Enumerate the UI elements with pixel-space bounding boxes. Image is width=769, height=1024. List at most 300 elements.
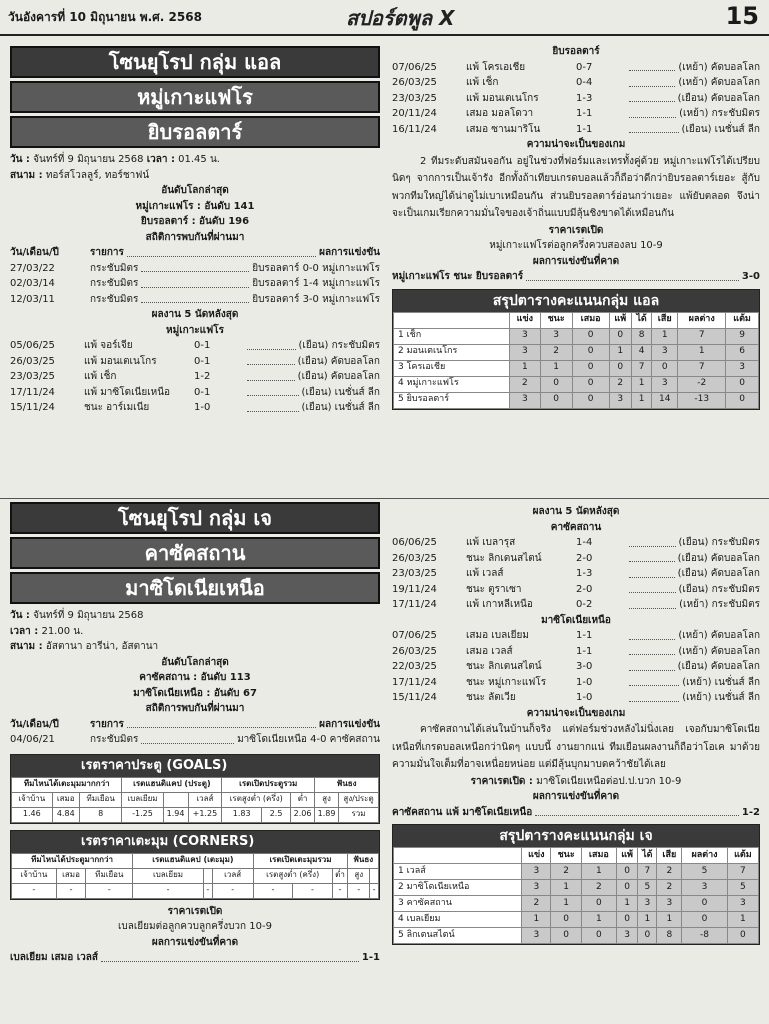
form-date: 16/11/24 — [392, 123, 437, 135]
odds-sub-label: สูง — [348, 868, 370, 883]
team-name: 3 คาซัคสถาน — [394, 896, 522, 912]
team-name: 1 เวลส์ — [394, 864, 522, 880]
odds-value: 1.94 — [163, 807, 188, 822]
odds-group-label: ทีมไหนได้เตะมุมมากกว่า — [12, 777, 122, 792]
h2h-row — [10, 276, 380, 292]
form-venue-comp: (เยือน) เนชั่นส์ ลีก — [681, 123, 760, 135]
odds-sub-label — [370, 868, 379, 883]
standings-row — [394, 328, 759, 344]
ranking-home: หมู่เกาะแฟโร : อันดับ 141 — [135, 200, 255, 212]
odds-sub-label: เบลเยียม — [122, 792, 163, 807]
page-number: 15 — [725, 2, 759, 30]
standings-cell: 7 — [727, 864, 758, 880]
standings-cell: -13 — [678, 392, 726, 408]
standings-cell: 1 — [632, 376, 652, 392]
dot-leader — [247, 369, 295, 381]
standings-cell: 6 — [726, 344, 759, 360]
odds-sub-label: ต่ำ — [332, 868, 348, 883]
form-date: 07/06/25 — [392, 630, 437, 641]
h2h-date: 27/03/22 — [10, 262, 55, 274]
standings-cell: 3 — [510, 392, 541, 408]
standings-cell: 3 — [652, 376, 678, 392]
standings-cell: 2 — [581, 880, 616, 896]
form-venue-comp: (เยือน) คัดบอลโลก — [677, 552, 760, 564]
standings-cell: 2 — [510, 376, 541, 392]
standings-cell: 7 — [678, 328, 726, 344]
form-row — [392, 675, 760, 691]
form-date: 17/11/24 — [392, 599, 437, 610]
odds-sub-label — [203, 868, 212, 883]
ranking-title: อันดับโลกล่าสุด — [161, 185, 229, 196]
form-date: 20/11/24 — [392, 108, 437, 119]
h2h-competition: กระชับมิตร — [90, 278, 139, 289]
standings-cell: 1 — [510, 360, 541, 376]
standings-cell: 0 — [609, 360, 631, 376]
standings-col-header: ชนะ — [551, 848, 581, 864]
odds-value: - — [348, 883, 370, 898]
form-date: 26/03/25 — [10, 355, 55, 367]
dot-leader — [629, 582, 676, 594]
form-home-list — [10, 338, 380, 416]
standings-cell: 0 — [726, 376, 759, 392]
odds-group-label: เรตเปิดประตูรวม — [222, 777, 315, 792]
form-row — [392, 566, 760, 582]
odds-value: - — [203, 883, 212, 898]
standings-cell: 3 — [616, 928, 637, 944]
form-row — [392, 106, 760, 122]
standings-cell: 5 — [682, 864, 727, 880]
h2h-title: สถิติการพบกันที่ผ่านมา — [145, 231, 245, 243]
standings-cell: 3 — [510, 328, 541, 344]
odds-value: 1.89 — [315, 807, 339, 822]
standings-row — [394, 880, 759, 896]
dot-leader — [629, 644, 675, 656]
form-row — [392, 597, 760, 613]
standings-cell: 0 — [572, 376, 609, 392]
standings-cell: 3 — [522, 880, 551, 896]
form-venue-comp: (เยือน) เนชั่นส์ ลีก — [301, 386, 380, 398]
form-score: 1-1 — [576, 630, 593, 641]
standings-cell: 1 — [678, 344, 726, 360]
dot-leader — [629, 628, 675, 640]
odds-sub-label — [163, 792, 188, 807]
standings-cell: 3 — [609, 392, 631, 408]
form-score: 2-0 — [576, 583, 593, 595]
standings-cell: 1 — [616, 896, 637, 912]
h2h-row — [10, 261, 380, 277]
standings-cell: 1 — [581, 864, 616, 880]
odds-group-label: เรตเปิดเตะมุมรวม — [253, 853, 348, 868]
odds-value: 1.83 — [222, 807, 262, 822]
form-score: 1-1 — [576, 123, 593, 135]
odds-value: - — [56, 883, 86, 898]
form-opponent: เสมอ ซานมาริโน — [466, 123, 541, 135]
h2h-list — [10, 732, 380, 748]
standings-col-header: แข่ง — [522, 848, 551, 864]
standings-col-header: ได้ — [632, 312, 652, 328]
odds-sub-label: เวลส์ — [212, 868, 253, 883]
team-name: 2 มอนเตเนโกร — [394, 344, 510, 360]
odds-value: - — [370, 883, 379, 898]
match1-analysis — [392, 44, 760, 410]
form-venue-comp: (เยือน) คัดบอลโลก — [677, 568, 760, 579]
home-team-banner: คาซัคสถาน — [10, 537, 380, 569]
dot-leader — [247, 338, 296, 350]
standings-row — [394, 864, 759, 880]
form-score: 0-2 — [576, 599, 593, 610]
chance-title: ความน่าจะเป็นของเกม — [526, 707, 626, 719]
standings-cell: 3 — [522, 928, 551, 944]
standings-col-header: ผลต่าง — [678, 312, 726, 328]
form-date: 23/03/25 — [392, 92, 437, 104]
form-row — [10, 385, 380, 401]
standings-col-header: แพ้ — [616, 848, 637, 864]
form-row — [10, 400, 380, 416]
form-row — [392, 628, 760, 644]
standings-cell: 0 — [682, 912, 727, 928]
standings-cell: 7 — [678, 360, 726, 376]
dot-leader — [629, 122, 679, 134]
group-standings-table — [392, 289, 760, 410]
form-home-title: คาซัคสถาน — [550, 521, 602, 533]
form-opponent: ชนะ ลิกเตนสไตน์ — [466, 552, 542, 564]
form-date: 07/06/25 — [392, 61, 437, 73]
home-team-banner: หมู่เกาะแฟโร — [10, 81, 380, 113]
price-text: หมู่เกาะแฟโรต่อลูกครึ่งควบสองลบ 10-9 — [489, 240, 663, 251]
odds-sub-header — [12, 792, 379, 807]
odds-sub-label: ทีมเยือน — [86, 868, 133, 883]
standings-col-header — [394, 312, 510, 328]
form-score: 1-2 — [194, 371, 211, 382]
odds-value: - — [133, 883, 204, 898]
odds-values-row — [12, 883, 379, 898]
odds-value: - — [86, 883, 133, 898]
standings-row — [394, 392, 759, 408]
odds-sub-label: เวลส์ — [188, 792, 222, 807]
corners-odds-title: เรตราคาเตะมุม (CORNERS) — [11, 831, 379, 853]
standings-col-header: เสีย — [657, 848, 682, 864]
form-row — [392, 582, 760, 598]
odds-sub-label: เสมอ — [56, 868, 86, 883]
form-opponent: แพ้ โครเอเชีย — [466, 61, 526, 73]
group-standings-table — [392, 824, 760, 945]
standings-col-header: ได้ — [638, 848, 657, 864]
ranking-home: คาซัคสถาน : อันดับ 113 — [139, 672, 251, 683]
standings-cell: 0 — [609, 328, 631, 344]
dot-leader — [629, 690, 679, 702]
form-row — [392, 122, 760, 138]
form-away-title: มาซิโดเนียเหนือ — [541, 614, 611, 626]
odds-value: 1.46 — [12, 807, 53, 822]
prediction-title: ผลการแข่งขันที่คาด — [532, 791, 620, 802]
standings-cell: 0 — [727, 928, 758, 944]
standings-cell: 2 — [551, 864, 581, 880]
standings-cell: 0 — [551, 912, 581, 928]
odds-value: - — [212, 883, 253, 898]
form-opponent: แพ้ มอนเตเนโกร — [84, 355, 157, 367]
standings-cell: 1 — [727, 912, 758, 928]
odds-sub-label: เจ้าบ้าน — [12, 792, 53, 807]
form-date: 26/03/25 — [392, 552, 437, 564]
dot-leader — [247, 385, 299, 397]
standings-cell: 0 — [581, 928, 616, 944]
form-row — [10, 354, 380, 370]
standings-cell: 1 — [581, 912, 616, 928]
form-date: 23/03/25 — [10, 371, 55, 382]
standings-cell: 3 — [510, 344, 541, 360]
form-score: 1-3 — [576, 568, 593, 579]
standings-cell: 0 — [652, 360, 678, 376]
match1-info — [10, 46, 380, 416]
prediction-title: ผลการแข่งขันที่คาด — [532, 255, 620, 267]
standings-cell: 5 — [727, 880, 758, 896]
form-venue-comp: (เหย้า) คัดบอลโลก — [678, 61, 760, 73]
form-row — [392, 551, 760, 567]
form-opponent: แพ้ เช็ก — [466, 77, 499, 88]
belgium-prediction-title: ผลการแข่งขันที่คาด — [151, 936, 239, 948]
dot-leader — [629, 60, 675, 72]
form-row — [392, 690, 760, 706]
match-datetime: วัน : จันทร์ที่ 9 มิถุนายน 2568 เวลา : 01.45 น. — [10, 154, 220, 165]
form-opponent: ชนะ ตูราเซา — [466, 583, 522, 595]
standings-cell: 7 — [638, 864, 657, 880]
form-venue-comp: (เยือน) กระชับมิตร — [678, 537, 760, 548]
standings-cell: 7 — [632, 360, 652, 376]
standings-cell: 0 — [551, 928, 581, 944]
form-score: 1-0 — [576, 676, 593, 688]
form-score: 0-1 — [194, 340, 211, 351]
form-opponent: เสมอ เบลเยียม — [466, 630, 529, 641]
odds-sub-label: สูง/ประตู — [339, 792, 379, 807]
standings-cell: 0 — [540, 376, 572, 392]
standings-cell: 2 — [609, 376, 631, 392]
form-away-title: ยิบรอลตาร์ — [552, 46, 600, 57]
chance-text: 2 ทีมระดับสมันจอกัน อยู่ในช่วงที่ฟอร์มและเทรทั้งคู่ด้วย หมู่เกาะแฟโรได้เปรียบนิดๆ จากการเป็นเจ้ารัง อีกทั้งถ้าเทียบเกรดบอลแล้วก็ถือว่าดีกว่ายิบรอลตาร์เยอะ สู้กับพวกทีมใหญ่ได้น่าดูไม่เบาเหมือนกัน ส่วนยิบรอลตาร์อ่อนกว่าเยอะ แพ้ยับตลอด จึงน่าจะเป็นเกมเรียกความมั่นใจของเจ้าถิ่นแบบมีลุ้นชิงขาดได้เหมือนกัน — [392, 155, 760, 219]
form-opponent: แพ้ มาซิโดเนียเหนือ — [84, 386, 171, 398]
form-score: 0-1 — [194, 386, 211, 398]
standings-cell: 1 — [657, 912, 682, 928]
standings-cell: 0 — [581, 896, 616, 912]
standings-header-row — [394, 848, 759, 864]
dot-leader — [629, 675, 679, 687]
odds-group-label: ฟันธง — [315, 777, 379, 792]
standings-cell: 3 — [522, 864, 551, 880]
team-name: 5 ลิกเตนสไตน์ — [394, 928, 522, 944]
form-score: 3-0 — [576, 661, 593, 672]
form-score: 1-3 — [576, 92, 593, 104]
dot-leader — [629, 535, 676, 547]
h2h-header: วัน/เดือน/ปี รายการ ผลการแข่งขัน — [10, 718, 380, 730]
odds-value: +1.25 — [188, 807, 222, 822]
form-score: 0-7 — [576, 61, 593, 73]
ranking-away: ยิบรอลตาร์ : อันดับ 196 — [140, 216, 250, 227]
goals-odds-table — [10, 754, 380, 824]
form-venue-comp: (เหย้า) กระชับมิตร — [679, 108, 760, 119]
standings-title: สรุปตารางคะแนนกลุ่ม แอล — [393, 290, 759, 312]
h2h-list — [10, 261, 380, 308]
h2h-competition: กระชับมิตร — [90, 734, 139, 745]
standings-cell: 3 — [727, 896, 758, 912]
h2h-row — [10, 292, 380, 308]
odds-sub-label: เบลเยียม — [133, 868, 204, 883]
team-name: 5 ยิบรอลตาร์ — [394, 392, 510, 408]
standings-cell: 1 — [551, 896, 581, 912]
standings-cell: 9 — [726, 328, 759, 344]
standings-col-header: เสมอ — [581, 848, 616, 864]
standings-cell: 8 — [657, 928, 682, 944]
form-venue-comp: (เยือน) คัดบอลโลก — [297, 355, 380, 367]
odds-sub-label: ต่ำ — [291, 792, 315, 807]
standings-col-header: แพ้ — [609, 312, 631, 328]
form-venue-comp: (เยือน) เนชั่นส์ ลีก — [301, 402, 380, 413]
form-row — [10, 369, 380, 385]
standings-col-header: แข่ง — [510, 312, 541, 328]
belgium-prediction: เบลเยียม เสมอ เวลส์ 1-1 — [10, 952, 380, 963]
odds-value: 4.84 — [52, 807, 79, 822]
form-score: 1-1 — [576, 108, 593, 119]
form-score: 1-4 — [576, 537, 593, 548]
standings-cell: 0 — [540, 392, 572, 408]
form-venue-comp: (เหย้า) กระชับมิตร — [679, 599, 760, 610]
odds-group-label: ทีมไหนได้ประตูมากกว่า — [12, 853, 133, 868]
form-opponent: แพ้ จอร์เจีย — [84, 340, 133, 351]
form-venue-comp: (เหย้า) คัดบอลโลก — [678, 77, 760, 88]
standings-row — [394, 912, 759, 928]
form-venue-comp: (เหย้า) เนชั่นส์ ลีก — [682, 676, 760, 688]
standings-cell: 1 — [522, 912, 551, 928]
dot-leader — [629, 551, 675, 563]
newspaper-logo: สปอร์ตพูล X — [346, 6, 455, 30]
dot-leader — [629, 566, 675, 578]
standings-cell: 3 — [540, 328, 572, 344]
form-opponent: แพ้ เบลารุส — [466, 537, 516, 548]
h2h-competition: กระชับมิตร — [90, 293, 139, 305]
standings-col-header: ผลต่าง — [682, 848, 727, 864]
price-title: ราคาเรตเปิด — [548, 224, 604, 236]
odds-sub-label: เรตสูงต่ำ (ครึ่ง) — [253, 868, 332, 883]
team-name: 3 โครเอเชีย — [394, 360, 510, 376]
form-opponent: เสมอ เวลส์ — [466, 645, 513, 657]
form-date: 17/11/24 — [10, 386, 55, 398]
odds-values-row — [12, 807, 379, 822]
match2-info — [10, 502, 380, 966]
form-score: 1-0 — [576, 692, 593, 703]
standings-cell: 2 — [522, 896, 551, 912]
form-score: 0-1 — [194, 355, 211, 367]
odds-sub-label: สูง — [315, 792, 339, 807]
form-title: ผลงาน 5 นัดหลังสุด — [532, 506, 620, 517]
odds-sub-label: ทีมเยือน — [79, 792, 122, 807]
form-date: 15/11/24 — [10, 402, 55, 413]
dot-leader — [247, 354, 295, 366]
form-row — [392, 91, 760, 107]
form-date: 06/06/25 — [392, 537, 437, 548]
standings-cell: 3 — [657, 896, 682, 912]
standings-cell: 1 — [551, 880, 581, 896]
form-title: ผลงาน 5 นัดหลังสุด — [151, 309, 239, 320]
standings-cell: 14 — [652, 392, 678, 408]
ranking-away: มาซิโดเนียเหนือ : อันดับ 67 — [133, 687, 257, 699]
form-row — [392, 659, 760, 675]
chance-title: ความน่าจะเป็นของเกม — [526, 139, 626, 150]
form-opponent: เสมอ มอลโดวา — [466, 108, 534, 119]
form-date: 05/06/25 — [10, 340, 55, 351]
form-date: 22/03/25 — [392, 661, 437, 672]
standings-cell: 3 — [726, 360, 759, 376]
match-venue: สนาม : อัสตานา อารีน่า, อัสตานา — [10, 641, 159, 652]
standings-col-header: ชนะ — [540, 312, 572, 328]
h2h-competition: กระชับมิตร — [90, 262, 139, 274]
standings-col-header — [394, 848, 522, 864]
form-score: 0-4 — [576, 77, 593, 88]
standings-col-header: แต้ม — [727, 848, 758, 864]
form-opponent: ชนะ ลัตเวีย — [466, 692, 516, 703]
odds-group-header — [12, 853, 379, 868]
odds-value: - — [253, 883, 293, 898]
odds-value: - — [332, 883, 348, 898]
standings-cell: 3 — [682, 880, 727, 896]
standings-cell: 3 — [652, 344, 678, 360]
dot-leader — [629, 659, 675, 671]
h2h-title: สถิติการพบกันที่ผ่านมา — [145, 703, 245, 714]
corners-odds-table — [10, 830, 380, 900]
form-date: 26/03/25 — [392, 645, 437, 657]
ranking-title: อันดับโลกล่าสุด — [161, 656, 229, 668]
odds-sub-label: เสมอ — [52, 792, 79, 807]
page-header — [0, 0, 769, 36]
h2h-result: ยิบรอลตาร์ 0-0 หมู่เกาะแฟโร — [252, 262, 380, 274]
form-opponent: ชนะ อาร์เมเนีย — [84, 402, 150, 413]
standings-cell: 5 — [638, 880, 657, 896]
form-date: 23/03/25 — [392, 568, 437, 579]
form-venue-comp: (เยือน) คัดบอลโลก — [297, 371, 380, 382]
form-date: 19/11/24 — [392, 583, 437, 595]
form-venue-comp: (เยือน) กระชับมิตร — [298, 340, 380, 351]
odds-value: - — [293, 883, 333, 898]
standings-cell: 0 — [572, 360, 609, 376]
standings-col-header: แต้ม — [726, 312, 759, 328]
team-name: 4 หมู่เกาะแฟโร — [394, 376, 510, 392]
standings-cell: 0 — [726, 392, 759, 408]
standings-cell: -8 — [682, 928, 727, 944]
standings-title: สรุปตารางคะแนนกลุ่ม เจ — [393, 825, 759, 847]
standings-cell: 2 — [540, 344, 572, 360]
standings-row — [394, 896, 759, 912]
form-opponent: แพ้ มอนเตเนโกร — [466, 92, 539, 104]
form-venue-comp: (เยือน) กระชับมิตร — [678, 583, 760, 595]
team-name: 1 เช็ก — [394, 328, 510, 344]
standings-cell: 0 — [616, 880, 637, 896]
h2h-date: 04/06/21 — [10, 734, 55, 745]
away-team-banner: มาซิโดเนียเหนือ — [10, 572, 380, 604]
form-venue-comp: (เหย้า) คัดบอลโลก — [678, 630, 760, 641]
form-date: 26/03/25 — [392, 77, 437, 88]
form-opponent: แพ้ เกาหลีเหนือ — [466, 599, 533, 610]
form-opponent: ชนะ ลิกเตนสไตน์ — [466, 661, 542, 672]
dot-leader — [141, 276, 249, 288]
form-home-list — [392, 535, 760, 613]
standings-header-row — [394, 312, 759, 328]
odds-value: -1.25 — [122, 807, 163, 822]
standings-cell: 1 — [652, 328, 678, 344]
standings-cell: 1 — [632, 392, 652, 408]
h2h-result: มาซิโดเนียเหนือ 4-0 คาซัคสถาน — [237, 734, 380, 745]
form-opponent: ชนะ หมู่เกาะแฟโร — [466, 676, 547, 688]
form-venue-comp: (เยือน) คัดบอลโลก — [677, 92, 760, 104]
form-score: 2-0 — [576, 552, 593, 564]
form-score: 1-1 — [576, 645, 593, 657]
odds-value: 2.06 — [291, 807, 315, 822]
